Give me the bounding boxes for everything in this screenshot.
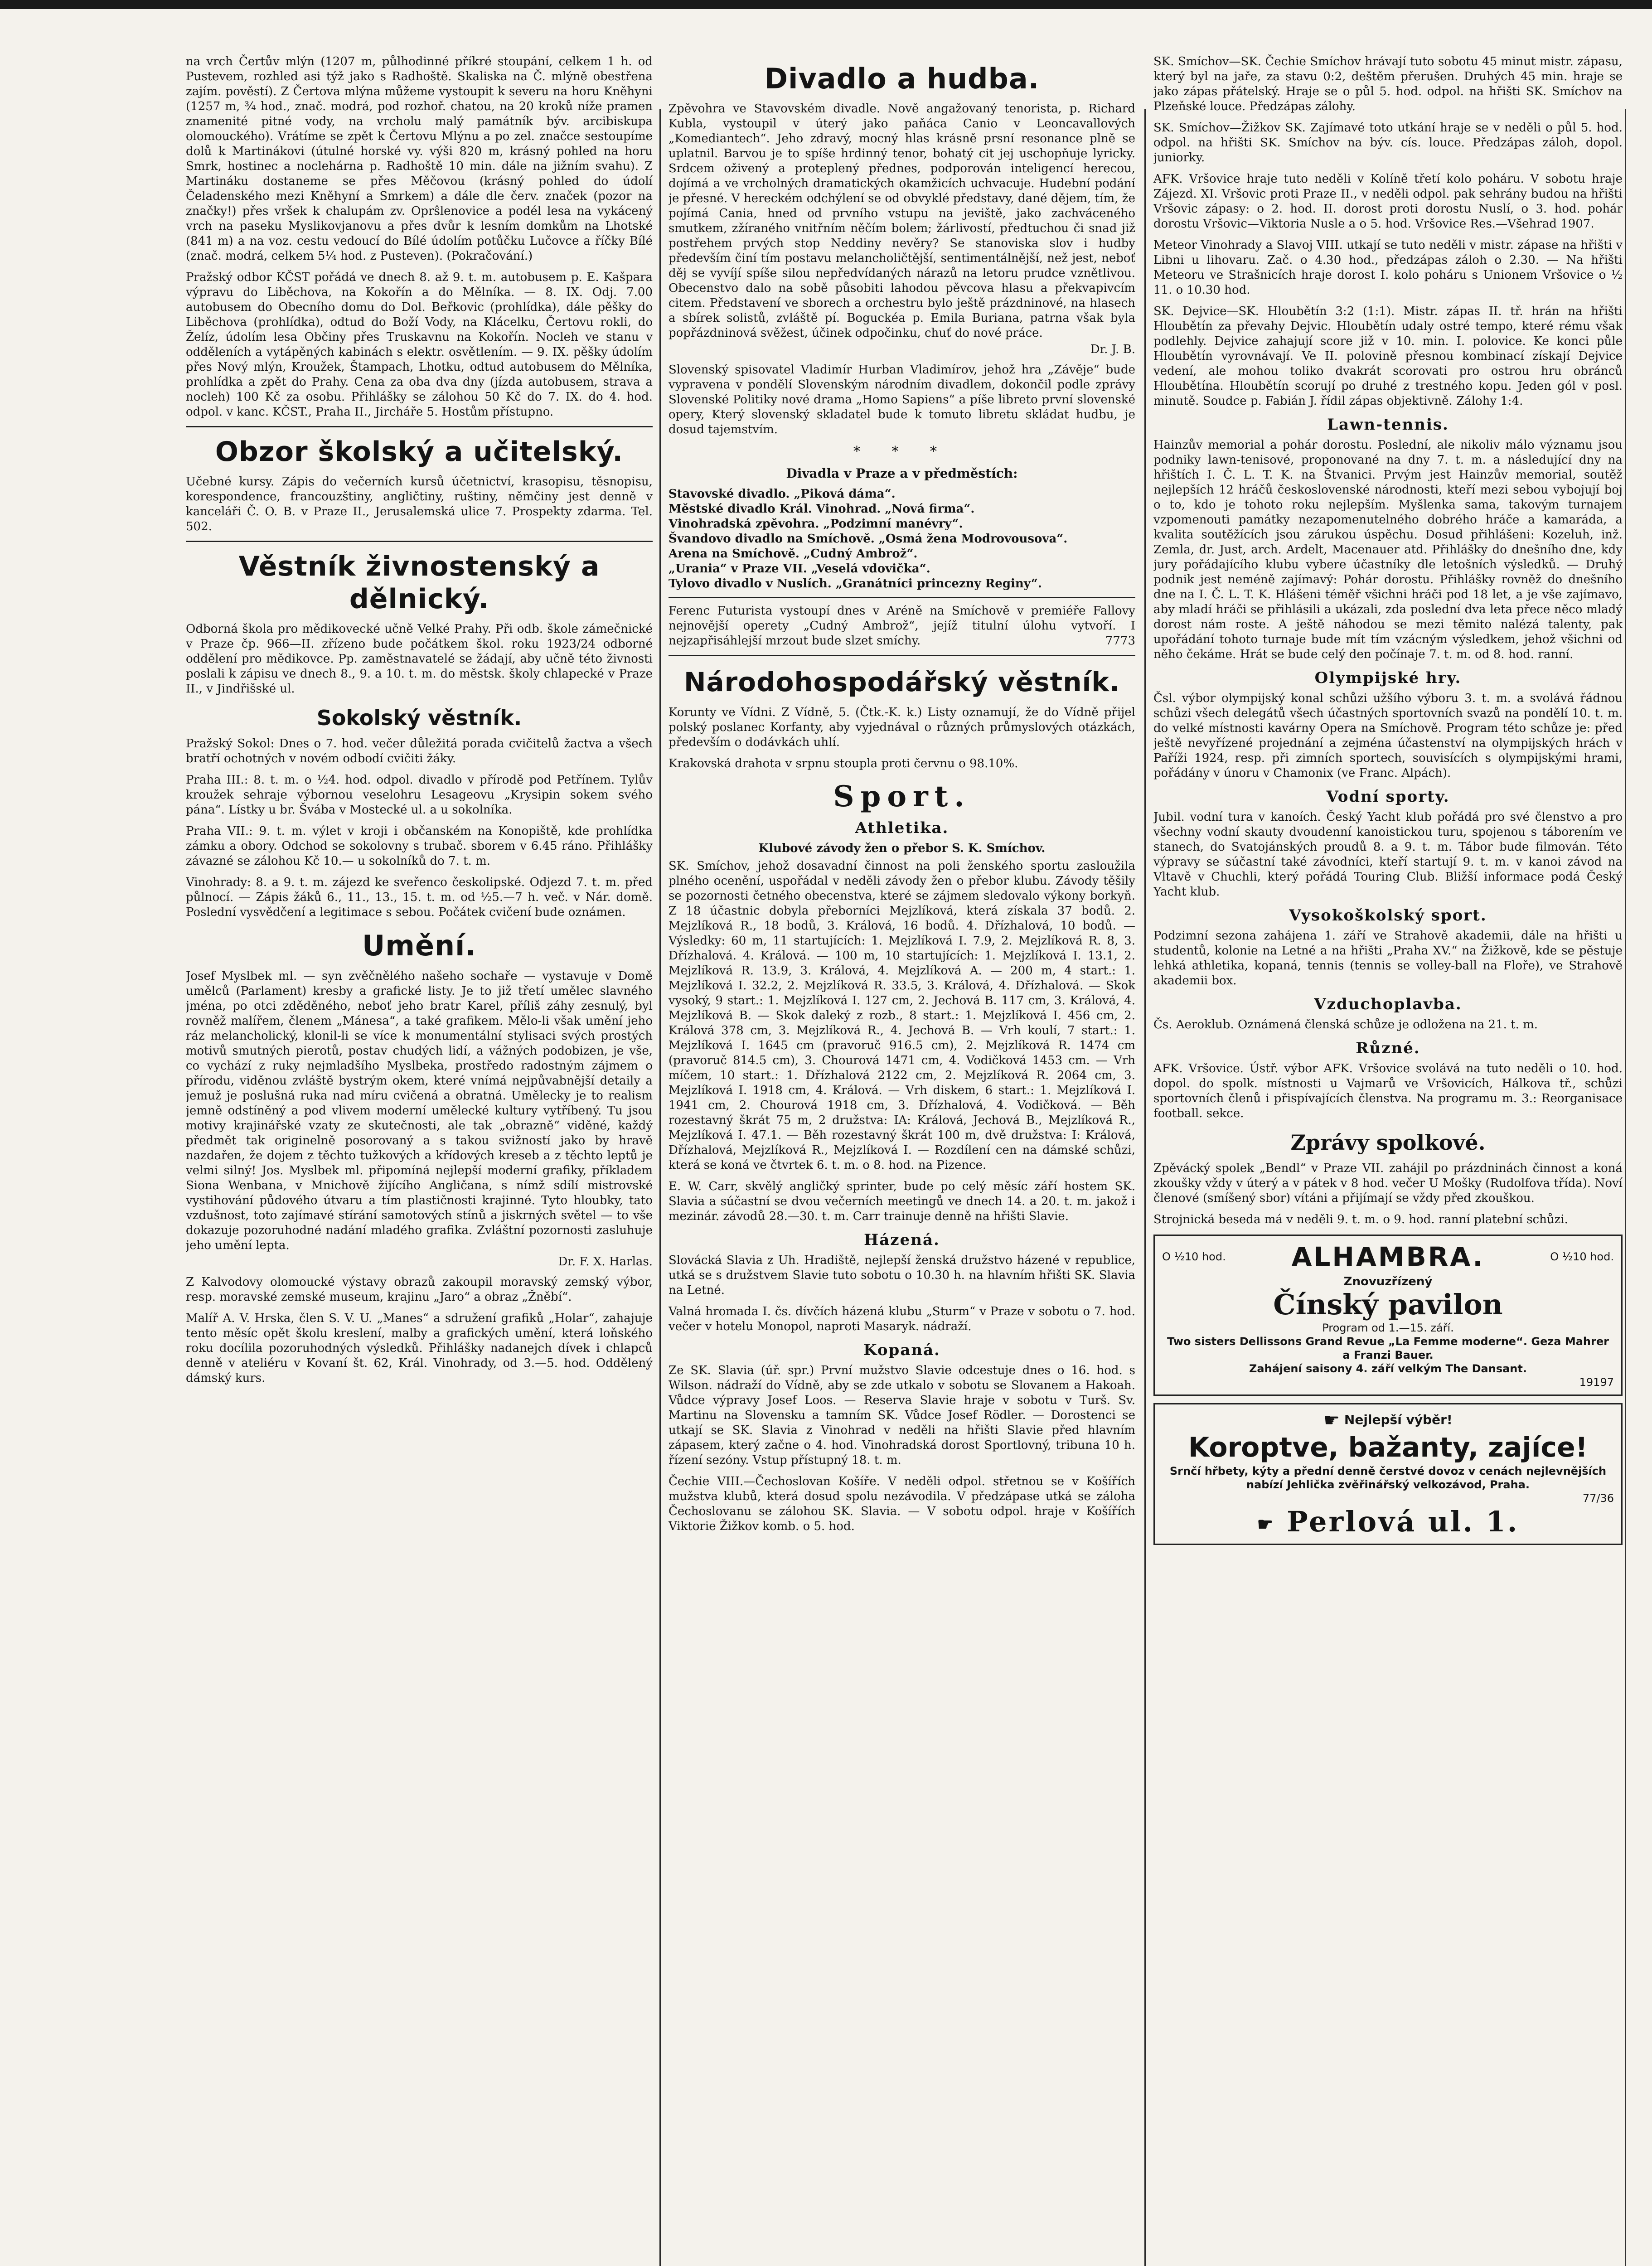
article-tourism-continuation: na vrch Čertův mlýn (1207 m, půlhodinné příkré stoupání, celkem 1 h. od Pustevem, rozhled asi týž jako s Radhoště. Skaliska na Č. mlýně obestřena zajím. pověstí). Z Čertova mlýna můžeme vystoupit k severu na horu Kněhyni (1257 m, ¾ hod., znač. modrá, pod rozhoř. chatou, na 20 kroků níže pramen znamenité pitné vody, na vrcholu malý památník býv. arcibiskupa olomouckého). Vrátíme se zpět k Čertovu Mlýnu a po zel. značce sestoupíme dolů k Martinákovi (útulné horské vy. výši 820 m, krásný pohled na horu Smrk, hostinec a noclehárna p. Radhoště 10 min. dále na jižním svahu). Z Martináku dostaneme se přes Měčovou (krásný pohled do údolí Čeladenského mezi Kněhyní a Smrkem) a dále dle červ. značek (pozor na značky!) přes vršek k chalupám zv. Oprŝlenovice a podél lesa na vykácený vrch na paseku Myslikovjanovu a přes dvůr k lesním domkům na Lhotské (841 m) a na voz. cestu vedoucí do Bílé údolím potůčku Lučovce a říčky Bílé (znač. modrá, celkem 5¼ hod. z Pusteven). (Pokračování.) <box>186 55 653 263</box>
ad-top-line: ☛ Nejlepší výběr! <box>1323 1410 1453 1431</box>
section-divider <box>669 597 1135 598</box>
article-afk-meeting: AFK. Vršovice. Ústř. výbor AFK. Vršovice svolává na tuto neděli o 10. hod. dopol. do spolk. místnosti u Vajmarů ve Vršovicích, Hálkova tř., schůzi sportovních členů i přispívajících členstva. Na programu m. 3.: Reorganisace football. sekce. <box>1153 1062 1623 1120</box>
subheading-handball: Házená. <box>864 1231 940 1249</box>
section-heading-economy: Národohospodářský věstník. <box>683 667 1120 697</box>
article-hainz: Hainzův memorial a pohár dorostu. Poslední, ale nikoliv málo významu jsou podniky lawn-tenisové, proponované na dny 7. t. m. a následující dny na hřištích I. Č. L. T. K. na Štvanici. Prvým jest Hainzův memorial, soutěž nejlepších 12 hráčů československé národnosti, kteří mezi sebou vybojují boj o to, kdo je tohoto roku nejlepším. Myšlenka sama, takovým turnajem vzpomenouti památky nezapomenutelného dobrého hráče a kamaráda, a kvalita soutěžících jsou zárukou úspěchu. Dosud přihlášeni: Kozeluh, inž. Zemla, dr. Just, arch. Ardelt, Macenauer atd. Přihlášky do dnešního dne, kdy jury pořádajícího klubu vybere účastníky dle letošních výsledků. — Druhý podnik jest neméně zajímavý: Pohár dorostu. Přihlášky rovněž do dnešního dne na I. Č. L. T. K. Hlášeni téměř všichni hráči pod 18 let, a je vše zajímavo, aby mladí hráči se přihlásili a ukázali, zda poslední dva leta přece něco mladý dorost nám roste. A ještě náhodou se mezi těmito nalézá talenty, pak upořádání tohoto turnaje bude mít tím vzácným výsledkem, jehož všichni od něho čekáme. Hrát se bude celý den počínaje 7. t. m. od 8. hod. ranní. <box>1153 438 1623 661</box>
article-dejvice: SK. Dejvice—SK. Hloubětín 3:2 (1:1). Mistr. zápas II. tř. hrán na hřišti Hloubětín za převahy Dejvic. Hloubětín udaly ostré tempo, které rému však podlehly. Dejvice zahajují score již v 10. min. I. polovice. Ke konci půle Hloubětín vyrovnávají. Ve II. polovině přesnou kombinací získají Dejvice vedení, ale mohou toliko dvakrát scorovati pro ostrou hru obránců Hloubětína. Hloubětín scorují po druhé z trestného kopu. Jeden gól v posl. minutě. Soudce p. Fabián J. řídil zápas objektivně. Zálohy 1:4. <box>1153 305 1623 408</box>
theatre-program-title: Divadla v Praze a v předměstích: <box>786 466 1018 481</box>
article-canoe: Jubil. vodní tura v kanoích. Český Yacht klub pořádá pro své členstvo a pro všechny vodní skauty dvoudenní kanoistickou turu, spojenou s táborením ve stanech, do Svatojánských proudů 8. a 9. t. m. Tábor bude filmován. Této výpravy se súčastní také závodníci, kteří startují 9. t. m. v kanoi závod na Vltavě v Chuchli, který pořádá Touring Club. Bližší informace podá Český Yacht klub. <box>1153 810 1623 899</box>
article-signature: Dr. F. X. Harlas. <box>558 1255 653 1269</box>
article-carr: E. W. Carr, skvělý angličký sprinter, bude po celý měsíc září hostem SK. Slavia a súčastní se dvou večerních meetingů ve dnech 14. a 20. t. m. jakož i mezinár. závodů 28.—30. t. m. Carr trainuje denně na hřišti Slavie. <box>669 1180 1135 1223</box>
article-bendl: Zpěvácký spolek „Bendl“ v Praze VII. zahájil po prázdninách činnost a koná zkoušky vždy v úterý a v pátek v 8 hod. večer U Mošky (Rudolfova třída). Noví členové (smíšený sbor) vítáni a přijímají se vždy před zkouškou. <box>1153 1162 1623 1205</box>
theatre-program-item: Vinohradská zpěvohra. „Podzimní manévry“. <box>669 517 963 531</box>
ad-line: Two sisters Dellissons Grand Revue „La Femme moderne“. Geza Mahrer a Franzi Bauer. <box>1167 1335 1609 1361</box>
section-heading-sokol: Sokolský věstník. <box>316 706 522 730</box>
article-sokol-praha3: Praha III.: 8. t. m. o ½4. hod. odpol. divadlo v přírodě pod Petřínem. Tylův kroužek sehraje výbornou veselohru Lesageovu „Krysipin sokem svého pána“. Lístky u br. Švába v Mostecké ul. a u sokolníka. <box>186 773 653 817</box>
article-korfanty: Korunty ve Vídni. Z Vídně, 5. (Čtk.-K. k.) Listy oznamují, že do Vídně přijel polský poslanec Korfanty, aby vyjednával o různých průmyslových otázkách, především o dodávkách uhlí. <box>669 706 1135 749</box>
article-sokol-praha7: Praha VII.: 9. t. m. výlet v kroji i občanském na Konopiště, kde prohlídka zámku a obory. Odchod se sokolovny s trubač. sborem v 6.45 ráno. Přihlášky závazné se zálohou Kč 10.— u sokolníků do 7. t. m. <box>186 824 653 868</box>
ad-address: ☛ Perlová ul. 1. <box>1257 1505 1519 1538</box>
ad-phone: 19197 <box>1579 1376 1614 1389</box>
article-women-races: SK. Smíchov, jehož dosavadní činnost na poli ženského sportu zasloužila plného ocenění, uspořádal v neděli závody žen o přebor klubu. Závody těšily se pozornosti četného obecenstva, které se zájmem sledovalo výkony borkyň. Z 18 účastnic dobyla přeborníci Mejzlíková, která získala 37 bodů. 2. Mejzlíková R., 18 bodů, 3. Králová, 16 bodů. 4. Dřízhalová, 10 bodů. — Výsledky: 60 m, 11 startujících: 1. Mejzlíková I. 7.9, 2. Mejzlíková R. 8, 3. Dřízhalová. 4. Králová. — 100 m, 10 startujících: 1. Mejzlíková I. 13.1, 2. Mejzlíková R. 13.9, 3. Králová, 4. Mejzlíková A. — 200 m, 4 start.: 1. Mejzlíková I. 32.2, 2. Mejzlíková R. 33.5, 3. Králová, 4. Dřízhalová. — Skok vysoký, 9 start.: 1. Mejzlíková I. 127 cm, 2. Jechová B. 117 cm, 3. Králová, 4. Mejzlíková B. — Skok daleký z rozb., 8 start.: 1. Mejzlíková I. 456 cm, 2. Králová 378 cm, 3. Mejzlíková R., 4. Jechová B. — Vrh koulí, 7 start.: 1. Mejzlíková I. 1645 cm (pravoruč 916.5 cm), 2. Mejzlíková R. 1474 cm (pravoruč 814.5 cm), 3. Chourová 1471 cm, 4. Vodičková 1453 cm. — Vrh míčem, 10 start.: 1. Dřízhalová 2122 cm, 2. Mejzlíková R. 2064 cm, 3. Mejzlíková I. 1918 cm, 4. Králová. — Vrh diskem, 6 start.: 1. Mejzlíková I. 1941 cm, 2. Chourová 1918 cm, 3. Dřízhalová, 4. Vodičková. — Běh rozestavný škrát 75 m, 2 družstva: IA: Králová, Jechová B., Mejzlíková R., Mejzlíková I. 47.1. — Běh rozestavný škrát 100 m, dvě družstva: I: Králová, Dřízhalová, Mejzlíková R., Mejzlíková I. — Rozdílení cen na dámské schůzi, která se koná ve čtvrtek 6. t. m. o 8. hod. na Pizence. <box>669 859 1135 1172</box>
article-kalvoda: Z Kalvodovy olomoucké výstavy obrazů zakoupil moravský zemský výbor, resp. moravské zemské museum, krajinu „Jaro“ a obraz „Žněbí“. <box>186 1275 653 1304</box>
subheading-olympics: Olympijské hry. <box>1314 669 1462 687</box>
section-heading-theatre: Divadlo a hudba. <box>764 62 1040 95</box>
article-afk-vrsovice: AFK. Vršovice hraje tuto neděli v Kolíně třetí kolo poháru. V sobotu hraje Zájezd. XI. Vršovic proti Praze II., v neděli odpol. pak sehrány budou na hřišti Vršovic zápasy: o 2. hod. II. dorost proti dorostu Nuslí, o 3. hod. pohár dorostu Vršovic—Viktoria Nusle a o 5. hod. Vršovice Res.—Všehrad 1907. <box>1153 172 1623 231</box>
article-trade-school: Odborná škola pro mědikovecké učně Velké Prahy. Při odb. škole zámečnické v Praze čp. 966—II. zřízeno bude počátkem škol. roku 1923/24 odborné oddělení pro mědikovce. Pp. zaměstnavatelé se žádají, aby učně této živnosti poslali k zápisu ve dnech 8., 9. a 10. t. m. do městsk. školy chlapecké v Praze II., v Jindřišské ul. <box>186 622 653 696</box>
page-top-border <box>0 0 1652 9</box>
ad-subtitle: Znovuzřízený <box>1343 1275 1433 1288</box>
notice-ferenc: Ferenc Futurista vystoupí dnes v Aréně na Smíchově v premiéře Fallovy nejnovější operety „Cudný Ambrož“, jejíž titulní úlohu vytvoří. I nejzapřisáhlejší mrzout bude slzet smíchy. 7773 <box>669 604 1135 648</box>
advertisement-alhambra <box>1153 1235 1623 1396</box>
article-aeroklub: Čs. Aeroklub. Oznámená členská schůze je odložena na 21. t. m. <box>1153 1018 1538 1031</box>
column-right <box>1153 54 1623 2266</box>
subheading-university-sport: Vysokoškolský sport. <box>1289 906 1487 925</box>
section-divider <box>186 541 653 542</box>
article-sturm: Valná hromada I. čs. dívčích házená klubu „Sturm“ v Praze v sobotu o 7. hod. večer v hotelu Monopol, naproti Masaryk. nádraží. <box>669 1305 1135 1333</box>
ad-time-left: O ½10 hod. <box>1162 1250 1226 1263</box>
section-heading-trade: Věstník živnostenský a dělnický. <box>238 551 600 615</box>
theatre-program-item: Švandovo divadlo na Smíchově. „Osmá žena Modrovousova“. <box>669 532 1068 546</box>
section-heading-art: Umění. <box>362 929 476 962</box>
theatre-program-item: Městské divadlo Král. Vinohrad. „Nová firma“. <box>669 502 975 516</box>
page-right-border <box>1625 109 1626 2266</box>
subheading-water-sports: Vodní sporty. <box>1326 788 1450 806</box>
theatre-program-item: Tylovo divadlo v Nuslích. „Granátníci princezny Reginy“. <box>669 577 1042 591</box>
notice-code: 7773 <box>1105 634 1135 648</box>
theatre-program-item: Arena na Smíchově. „Cudný Ambrož“. <box>669 547 918 561</box>
article-hurban: Slovenský spisovatel Vladimír Hurban Vladimírov, jehož hra „Závěje“ bude vypravena v pondělí Slovenským národním divadlem, dokončil podle zprávy Slovenské Politiky nové drama „Homo Sapiens“ a píše libreto první slovenské opery, Který slovenský skladatel bude k tomuto libretu skládat hudbu, je dosud tajemstvím. <box>669 363 1135 436</box>
article-kcst-trip: Pražský odbor KČST pořádá ve dnech 8. až 9. t. m. autobusem p. E. Kašpara výpravu do Liběchova, na Kokořín a do Mělníka. — 8. IX. Odj. 7.00 autobusem do Obecního domu do Dol. Beřkovic (prohlídka), dále pěšky do Liběchova (prohlídka), odtud do Boží Vody, na Klácelku, Čertovu rokli, do Želíz, údolím lesa Občiny přes Truskavnu na Kokořín. Nocleh ve stanu v odděleních a vytápěných kabinách s elektr. osvětlením. — 9. IX. pěšky údolím přes Nový mlýn, Kroužek, Štampach, Lhotku, odtud autobusem do Mělníka, prohlídka a zpět do Prahy. Cena za oba dva dny (jízda autobusem, strava a nocleh) 100 Kč za osobu. Přihlášky se zálohou 50 Kč do 7. IX. do 4. hod. odpol. v kanc. KČST., Praha II., Jircháře 5. Hostům přístupno. <box>186 271 653 419</box>
article-slavia: Ze SK. Slavia (úř. spr.) První mužstvo Slavie odcestuje dnes o 16. hod. s Wilson. nádraží do Vídně, aby se zde utkalo v sobotu se Slovanem a Hakoah. Vůdce výpravy Josef Loos. — Reserva Slavie hraje v sobotu v Turš. Sv. Martinu na Slovensku a tamním SK. Vůdce Josef Rödler. — Dorostenci se utkají se SK. Slavia z Vinohrad v neděli na hřišti Slavie před hlavním zápasem, který začne o 4. hod. Vinohradská dorost Sportlovný, tribuna 10 h. řízení sezóny. Vstup přístupný 18. t. m. <box>669 1364 1135 1467</box>
article-smichov-cechie: SK. Smíchov—SK. Čechie Smíchov hrávají tuto sobotu 45 minut mistr. zápasu, který byl na jaře, za stavu 0:2, deštěm přerušen. Druhých 45 min. hraje se jako zápas přátelský. Hraje se o půl 5. hod. odpol. na hřišti SK. Smíchov na Plzeňské louce. Předzápas zálohy. <box>1153 55 1623 113</box>
subheading-misc: Různé. <box>1356 1039 1420 1057</box>
advertisement-game <box>1153 1403 1623 1545</box>
article-sokol-prague: Pražský Sokol: Dnes o 7. hod. večer důležitá porada cvičitelů žactva a všech bratří ochotných v novém odbodí cvičiti žáky. <box>186 737 653 765</box>
article-courses: Učebné kursy. Zápis do večerních kursů účetnictví, krasopisu, těsnopisu, korespondence, francouzštiny, angličtiny, ruštiny, němčiny jest denně v kanceláři Č. O. B. v Praze II., Jerusalemská ulice 7. Prospekty zdarma. Tel. 502. <box>186 475 653 533</box>
article-opera: Zpěvohra ve Stavovském divadle. Nově angažovaný tenorista, p. Richard Kubla, vystoupil v úterý jako paňáca Canio v Leoncavallových „Komediantech“. Jeho zdravý, mocný hlas krásně prsní resonance plně se uplatnil. Barvou je to spíše hrdinný tenor, bohatý cit jej uschopňuje lyricky. Srdcem oživený a proteplený přednes, podporován inteligencí herecou, dojímá a ve vrcholných dramatických okamžicích uchvacuje. Hudební podání je přesné. V hereckém odchýlení se od obvyklé představy, dané dějem, tím, že pojímá Cania, hned od prvního vstupu na jeviště, jako zachváceného smutkem, zžíraného vnitřním něčím bolem; žárlivostí, předtuchou či snad již postřehem prvých stop Neddiny nevěry? Se stanoviska slov i hudby především činí tím postavu melancholičtější, sentimentálnější, než jest, neboť děj se vyvíjí spíše silou nepředvídaných nárazů na letoru prudce vznětlivou. Obecenstvo dalo na sobě působiti lahodou pěvcova hlasu a překvapivcím citem. Představení ve sborech a orchestru bylo ještě prázdninové, na hlasech a sbírek solistů, zvláště pí. Boguckéa p. Emila Buriana, patrna však byla popřázdninová svěžest, účinek odpočinku, chuť do nové práce. <box>669 102 1135 340</box>
section-divider <box>669 655 1135 656</box>
subheading-football: Kopaná. <box>863 1341 940 1359</box>
article-hrska: Malíř A. V. Hrska, člen S. V. U. „Manes“ a sdružení grafiků „Holar“, zahajuje tento měsíc opět školu kreslení, malby a grafických umění, která loňského roku docílila pozoruhodných výsledků. Přihlášky nadanejch dívek i chlapců denně v ateliéru v Kovaní št. 62, Král. Vinohrady, od 3.—5. hod. Oddělený dámský kurs. <box>186 1312 653 1385</box>
section-heading-school: Obzor školský a učitelský. <box>215 436 624 468</box>
section-heading-sport: Sport. <box>833 780 971 813</box>
asterism: * * * <box>853 444 951 460</box>
article-myslbek: Josef Myslbek ml. — syn zvěčnělého našeho sochaře — vystavuje v Domě umělců (Parlament) kresby a grafické listy. Je to již třetí umělec slavného jména, po otci zděděného, neboť jeho bratr Karel, příliš záhy zesnulý, byl rovněž malířem, členem „Mánesa“, a také grafikem. Mělo-li však umění jeho ráz melancholický, klonil-li se více k monumentální stylisaci svých prostých motivů smutných pierotů, postav chudých lidí, a vážných podobizen, je vše, co vychází z ruky nejmladšího Myslbeka, prostředo radostným zájmem o přírodu, viděnou zvláště bystrým okem, které vnímá nejpůvabnější detaily a jemuž je poslušná ruka nad míru cvičená a obratná. Umělecky je to realism jemně odstíněný a pod vlivem moderní umělecké kultury vytříbený. Tu jsou motivy krajinářské vzaty ze skutečnosti, ale tak „obrazně“ viděné, každý předmět tak originelně posorovaný a s takou svižností jako by hravě nazdařen, že dojem z těchto tužkových a křídových kreseb a z těchto leptů je velmi silný! Jos. Myslbek ml. připomíná nejlepší moderní grafiky, příkladem Siona Wenbana, v Mnichově žijícího Angličana, s nímž sdílí mistrovské vystihování půdového útvaru a tím plastičnosti krajinné. Tyto hloubky, tato vzdušnost, toto zajímavé stírání samotových stínů a jiskrných světel — to vše dokazuje pozoruhodné nadání mladého grafika. Zvláštní pozornosti zasluhuje jeho umění lepta. <box>186 969 653 1252</box>
ad-brand: ALHAMBRA. <box>1291 1241 1485 1272</box>
article-cechie: Čechie VIII.—Čechoslovan Košíře. V neděli odpol. střetnou se v Košířích mužstva klubů, která dosud spolu nezávodila. V předzápase utká se záloha Čechoslovanu se zálohou SK. Slavia. — V sobotu odpol. hraje v Košířích Viktorie Žižkov komb. o 5. hod. <box>669 1475 1135 1533</box>
article-smichov-zizkov: SK. Smíchov—Žižkov SK. Zajímavé toto utkání hraje se v neděli o půl 5. hod. odpol. na hřišti SK. Smíchov na býv. cís. louce. Předzápas záloh, dopol. juniorky. <box>1153 121 1623 165</box>
subheading-aviation: Vzduchoplavba. <box>1314 995 1462 1013</box>
theatre-program-list <box>669 487 1135 591</box>
pointing-hand-icon: ☛ <box>1257 1513 1275 1535</box>
article-signature: Dr. J. B. <box>1090 343 1135 356</box>
article-strojnicka: Strojnická beseda má v neděli 9. t. m. o 9. hod. ranní platební schůzi. <box>1153 1213 1568 1226</box>
article-olympic-committee: Čsl. výbor olympijský konal schůzi užšího výboru 3. t. m. a svolává řádnou schůzi všech delegátů všech účastných sportovních svazů na pondělí 10. t. m. do velké místnosti kavárny Opera na Smíchově. Program této schůze je: před ještě nevyřízené projednání a zejména účastenství na olympijských hrách v Paříži 1924, resp. při zimních sportech, souvisících s olympijskými hrami, pořádány v únoru v Chamonix (ve Franc. Alpách). <box>1153 692 1623 780</box>
section-divider <box>186 426 653 427</box>
theatre-program-item: „Urania“ v Praze VII. „Veselá vdovička“. <box>669 562 930 576</box>
ad-code: 77/36 <box>1582 1492 1614 1505</box>
column-middle <box>669 54 1135 2266</box>
column-divider <box>659 109 661 2266</box>
theatre-program-item: Stavovské divadlo. „Piková dáma“. <box>669 487 896 501</box>
pointing-hand-icon: ☛ <box>1323 1410 1340 1431</box>
ad-title: Čínský pavilon <box>1273 1288 1503 1321</box>
ad-line: Program od 1.—15. září. <box>1322 1322 1454 1334</box>
ad-text: Srnčí hřbety, kýty a přední denně čerstvé dovoz v cenách nejlevnějších nabízí Jehlička zvěřinářský velkozávod, Praha. <box>1169 1465 1607 1491</box>
ad-line: Zahájení saisony 4. září velkým The Dansant. <box>1249 1362 1527 1375</box>
column-divider <box>1144 109 1146 2266</box>
article-sokol-vinohrady: Vinohrady: 8. a 9. t. m. zájezd ke sveřenco českolipské. Odjezd 7. t. m. před půlnocí. — Zápis žáků 6., 11., 13., 15. t. m. od ½5.—7 h. več. v Nár. domě. Poslední vysvědčení a legitimace s sebou. Počátek cvičení bude oznámen. <box>186 876 653 919</box>
article-meteor: Meteor Vinohrady a Slavoj VIII. utkají se tuto neděli v mistr. zápase na hřišti v Libni u lihovaru. Zač. o 4.30 hod., předzápas záloh o 2.30. — Na hřišti Meteoru ve Strašnicích hraje dorost I. kolo poháru s Unionem Vršovice o ½ 11. o 10.30 hod. <box>1153 238 1623 297</box>
ad-title: Koroptve, bažanty, zajíce! <box>1188 1432 1588 1463</box>
subheading-athletics: Athletika. <box>855 819 949 837</box>
ad-time-right: O ½10 hod. <box>1550 1250 1614 1263</box>
column-left <box>186 54 653 2266</box>
subheading-lawn-tennis: Lawn-tennis. <box>1327 416 1449 434</box>
ad-header <box>1162 1241 1614 1272</box>
article-autumn-season: Podzimní sezona zahájena 1. září ve Strahově akademii, dále na hřišti u studentů, kolonie na Letné a na hřišti „Praha XV.“ na Žižkově, kde se pěstuje lehká athletika, kopaná, tennis (tennis se volley-ball na Floře), ve Strahově akademii box. <box>1153 929 1623 988</box>
section-heading-clubs: Zprávy spolkové. <box>1290 1130 1486 1155</box>
article-krakow: Krakovská drahota v srpnu stoupla proti červnu o 98.10%. <box>669 757 1018 770</box>
article-slovacka-slavia: Slovácká Slavia z Uh. Hradiště, nejlepší ženská družstvo házené v republice, utká se s družstvem Slavie tuto sobotu o 10.30 h. na hlavním hřišti SK. Slavia na Letné. <box>669 1254 1135 1297</box>
article-title-women-races: Klubové závody žen o přebor S. K. Smíchov. <box>758 842 1046 855</box>
